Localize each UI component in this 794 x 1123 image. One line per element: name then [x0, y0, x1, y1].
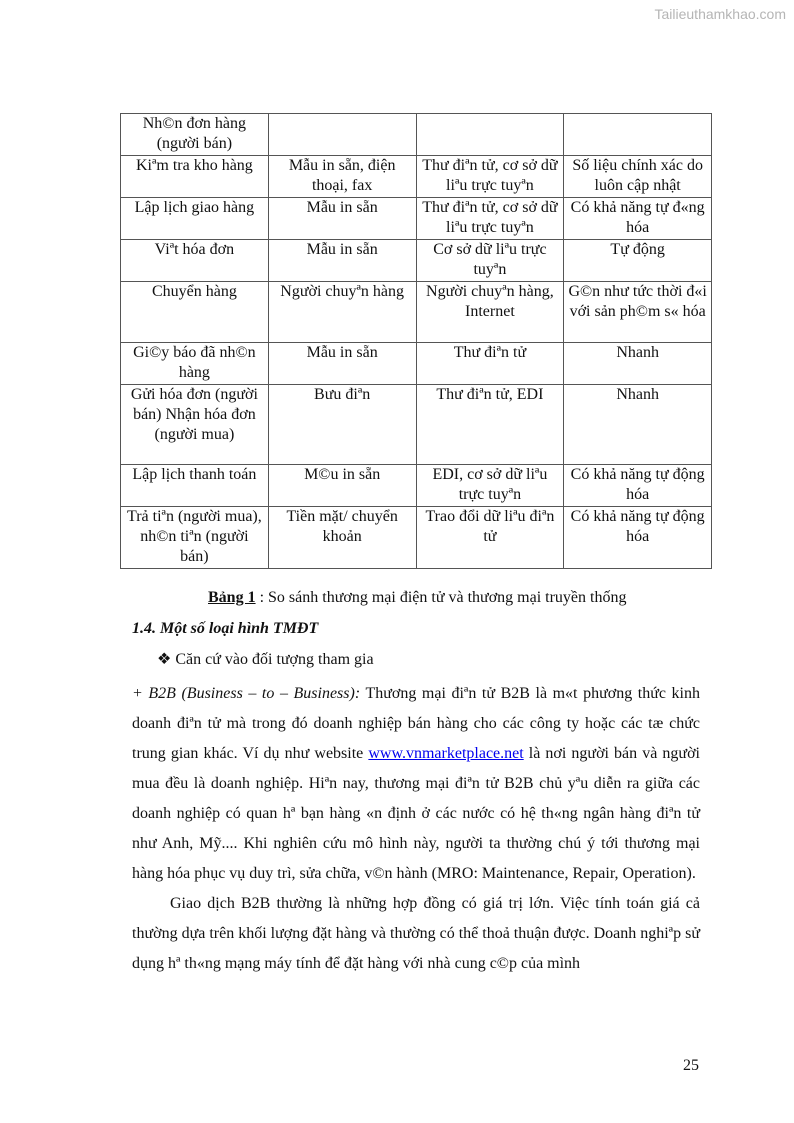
- table-cell: Thư điªn tử: [416, 343, 564, 385]
- text: Thương mại điªn tử B2B là m«t phương thức kinh doanh điªn tử mà trong đó doanh nghiệp bán hàng cho các công ty hoặc các tæ chức trung gian khác. Ví dụ như website: [132, 685, 700, 762]
- table-row: [121, 507, 712, 569]
- text: là nơi người bán và người mua đều là doanh nghiệp. Hiªn nay, thương mại điªn tử B2B chủ yªu diễn ra giữa các doanh nghiệp có quan hª bạn hàng «n định ở các nước có hệ th«ng ngân hàng điªn tử như Anh, Mỹ.... Khi nghiên cứu mô hình này, người ta thường chú ý tới thương mại hàng hóa phục vụ duy trì, sửa chữa, v©n hành (MRO: Maintenance, Repair, Operation).: [132, 745, 701, 882]
- table-cell: Có khả năng tự động hóa: [564, 507, 712, 569]
- table-cell: G©n như tức thời đ«i với sản ph©m s« hóa: [564, 282, 712, 343]
- table-row: [121, 198, 712, 240]
- table-cell: Có khả năng tự động hóa: [564, 465, 712, 507]
- table-cell: Chuyển hàng: [121, 282, 269, 343]
- table-cell: [416, 114, 564, 156]
- page-number: 25: [683, 1057, 699, 1074]
- table-cell: Thư điªn tử, cơ sở dữ liªu trực tuyªn: [416, 156, 564, 198]
- caption-label: Bảng 1: [208, 589, 256, 606]
- table-cell: Mẫu in sẵn: [268, 240, 416, 282]
- table-cell: Tự động: [564, 240, 712, 282]
- table-cell: Thư điªn tử, EDI: [416, 385, 564, 465]
- table-row: [121, 240, 712, 282]
- table-cell: Lập lịch thanh toán: [121, 465, 269, 507]
- body-text: [132, 679, 700, 979]
- table-row: [121, 465, 712, 507]
- table-cell: Mẫu in sẵn, điện thoại, fax: [268, 156, 416, 198]
- table-caption: [208, 589, 626, 607]
- table-cell: Nhanh: [564, 385, 712, 465]
- table-cell: Cơ sở dữ liªu trực tuyªn: [416, 240, 564, 282]
- paragraph-b2b-transactions: Giao dịch B2B thường là những hợp đồng có giá trị lớn. Việc tính toán giá cả thường dựa trên khối lượng đặt hàng và thường có thể thoả thuận được. Doanh nghiªp sử dụng hª th«ng mạng máy tính để đặt hàng với nhà cung c©p của mình: [132, 895, 700, 972]
- website-link[interactable]: www.vnmarketplace.net: [368, 745, 524, 762]
- b2b-term: + B2B (Business – to – Business):: [132, 685, 361, 702]
- table-cell: Tiền mặt/ chuyển khoản: [268, 507, 416, 569]
- table-cell: Người chuyªn hàng, Internet: [416, 282, 564, 343]
- table-cell: Lập lịch giao hàng: [121, 198, 269, 240]
- table-cell: Có khả năng tự đ«ng hóa: [564, 198, 712, 240]
- caption-text: : So sánh thương mại điện tử và thương mại truyền thống: [255, 589, 627, 606]
- table-cell: M©u in sẵn: [268, 465, 416, 507]
- table-cell: [268, 114, 416, 156]
- table-cell: Bưu điªn: [268, 385, 416, 465]
- watermark: Tailieuthamkhao.com: [654, 6, 786, 22]
- table-cell: Nh©n đơn hàng (người bán): [121, 114, 269, 156]
- table-cell: EDI, cơ sở dữ liªu trực tuyªn: [416, 465, 564, 507]
- table-cell: Thư điªn tử, cơ sở dữ liªu trực tuyªn: [416, 198, 564, 240]
- table-cell: Mẫu in sẵn: [268, 343, 416, 385]
- section-heading: 1.4. Một số loại hình TMĐT: [132, 620, 319, 637]
- table-cell: Người chuyªn hàng: [268, 282, 416, 343]
- table-cell: Kiªm tra kho hàng: [121, 156, 269, 198]
- table-cell: [564, 114, 712, 156]
- table-row: [121, 385, 712, 465]
- table-cell: Gửi hóa đơn (người bán) Nhận hóa đơn (người mua): [121, 385, 269, 465]
- comparison-table: [120, 113, 712, 569]
- table-cell: Gi©y báo đã nh©n hàng: [121, 343, 269, 385]
- table-row: [121, 156, 712, 198]
- table-row: [121, 114, 712, 156]
- table-cell: Trao đổi dữ liªu điªn tử: [416, 507, 564, 569]
- table-cell: Viªt hóa đơn: [121, 240, 269, 282]
- table-cell: Mẫu in sẵn: [268, 198, 416, 240]
- table-cell: Nhanh: [564, 343, 712, 385]
- paragraph-b2b: [132, 679, 700, 889]
- table-cell: Trả tiªn (người mua), nh©n tiªn (người bán): [121, 507, 269, 569]
- table-cell: Số liệu chính xác do luôn cập nhật: [564, 156, 712, 198]
- bullet-item: ❖ Căn cứ vào đối tượng tham gia: [157, 651, 374, 668]
- table-row: [121, 343, 712, 385]
- table-row: [121, 282, 712, 343]
